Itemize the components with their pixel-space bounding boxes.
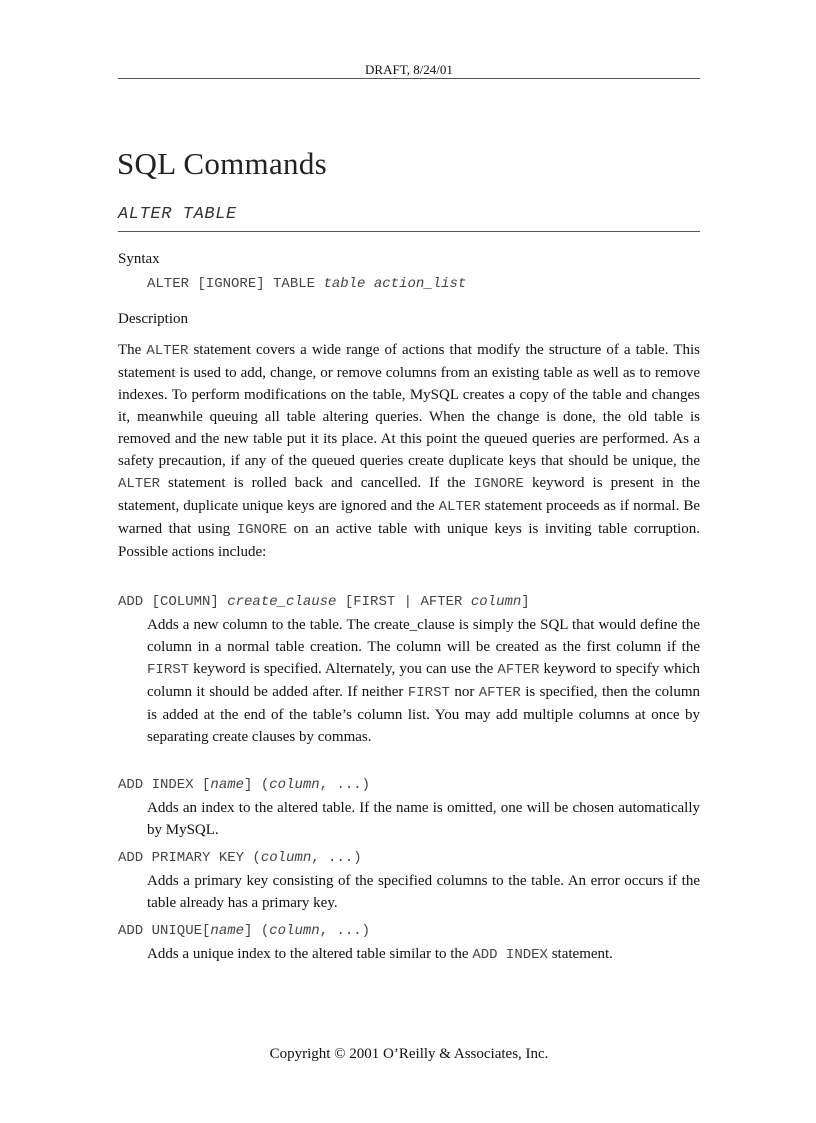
action-term-add-primary-key: ADD PRIMARY KEY (column, ...) xyxy=(118,850,362,866)
action-desc-add-unique: Adds a unique index to the altered table similar to the ADD INDEX statement. xyxy=(147,946,613,963)
action-desc-add-index: Adds an index to the altered table. If the name is omitted, one will be chosen automatically by MySQL. xyxy=(147,800,700,838)
keyword: ALTER xyxy=(118,476,161,492)
keyword: ALTER xyxy=(146,343,189,359)
keyword: IGNORE xyxy=(236,522,288,538)
description-label: Description xyxy=(118,311,188,327)
action-desc-add-primary-key: Adds a primary key consisting of the specified columns to the table. An error occurs if the table already has a primary key. xyxy=(147,873,700,911)
section-rule xyxy=(118,231,700,232)
syntax-command: ALTER [IGNORE] TABLE xyxy=(147,276,324,292)
keyword: ALTER xyxy=(438,499,481,515)
syntax-label: Syntax xyxy=(118,251,160,267)
copyright-footer: Copyright © 2001 O’Reilly & Associates, Inc. xyxy=(269,1046,549,1062)
action-term-add-column: ADD [COLUMN] create_clause [FIRST | AFTER column] xyxy=(118,594,530,610)
syntax-args: table action_list xyxy=(323,276,467,292)
chapter-title: SQL Commands xyxy=(117,146,327,181)
header-rule xyxy=(118,78,700,79)
action-desc-add-column: Adds a new column to the table. The create_clause is simply the SQL that would define the column in a normal table creation. The column will be created as the first column if the FIRST keyword is specified. Alternately, you can use the AFTER keyword to specify which column it should be added after. If neither FIRST nor AFTER is specified, then the column is added at the end of the table’s column list. You may add multiple columns at once by separating create clauses by commas. xyxy=(147,617,700,745)
description-paragraph: The ALTER statement covers a wide range of actions that modify the structure of a table. This statement is used to add, change, or remove columns from an existing table as well as to remove indexes. To perform modifications on the table, MySQL creates a copy of the table and changes it, meanwhile queuing all table altering queries. When the change is done, the old table is removed and the new table put it its place. At this point the queued queries are performed. As a safety precaution, if any of the queued queries create duplicate keys that should be unique, the ALTER statement is rolled back and cancelled. If the IGNORE keyword is present in the statement, duplicate unique keys are ignored and the ALTER statement proceeds as if normal. Be warned that using IGNORE on an active table with unique keys is inviting table corruption. Possible actions include: xyxy=(118,342,700,560)
action-term-add-index: ADD INDEX [name] (column, ...) xyxy=(118,777,371,793)
action-term-add-unique: ADD UNIQUE[name] (column, ...) xyxy=(118,923,371,939)
section-heading: ALTER TABLE xyxy=(118,205,237,224)
syntax-line xyxy=(147,275,466,292)
keyword: IGNORE xyxy=(473,476,524,492)
running-header: DRAFT, 8/24/01 xyxy=(365,62,453,77)
